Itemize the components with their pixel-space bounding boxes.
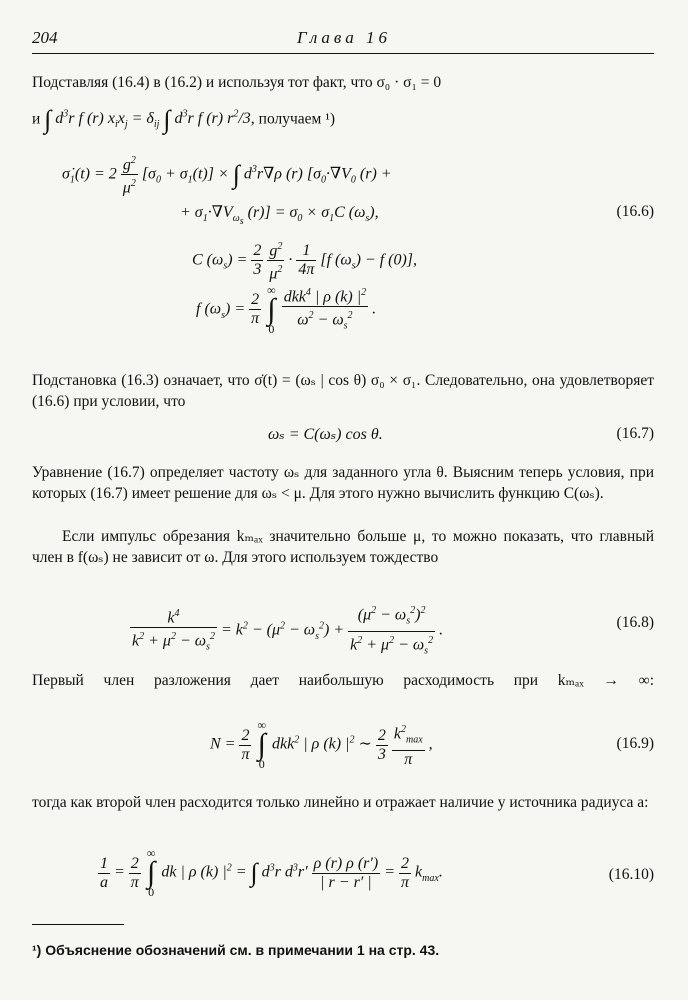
equation-number-16-6: (16.6) (616, 203, 654, 220)
conjunction: и (32, 110, 41, 128)
equation-f-omega: f $(\omega_s)$ = $\frac{2}{\pi}$ ∞ ∫ 0 $\frac{dkk^4 | \rho (k) |^2}{\omega^2 - \omega_s^2}$ . (196, 282, 377, 336)
equation-c-omega: C $(\omega_s)$ = $\frac{2}{3}$ $\frac{g^2}{\mu^2}$ · $\frac{1}{4\pi}$ [f $(\omega_s) - f$ (0)], (192, 241, 418, 283)
equation-16-8: $\frac{k^4}{k^2 + \mu^2 - \omega_s^2}$ = $k^2 - (\mu^2 - \omega_s^2)$ + $\frac{(\mu^2 - \omega_s^2)^2}{k^2 + \mu^2 - \omega_s^2}$ . (130, 602, 443, 660)
equation-number-16-10: (16.10) (608, 866, 654, 883)
equation-16-7: ωₛ = C(ωₛ) cos θ. (268, 426, 383, 443)
equation-16-10: $\frac{1}{a}$ = $\frac{2}{\pi}$ ∞ ∫ 0 dk | ρ (k) $|^2$ = ∫ $d^3r$ $d^3r'$ $\frac{\rho (r) \rho (r')}{| r - r' |}$ = $\frac{2}{\pi}$ $k_{max}$. (100, 846, 443, 899)
paragraph-2: Подстановка (16.3) означает, что σ̇(t) = (ωₛ | cos θ) σ₀ × σ₁. Следовательно, она удовлетворяет (16.6) при условии, что (32, 372, 654, 410)
paragraph-1-line-1: Подставляя (16.4) в (16.2) и используя тот факт, что σ₀ · σ₁ = 0 (32, 74, 442, 91)
equation-16-6-line-2: + $\sigma_1\cdot\nabla V_{\omega_s}$ $(r)] = \sigma_0 \times \sigma_1C$ $(\omega_s)$, (180, 204, 379, 228)
equation-number-16-8: (16.8) (616, 614, 654, 631)
equation-16-6-line-1: $\sigmȧ_1(t) = 2$ $\frac{g^2}{\mu^2}$ $[\sigma_0 + \sigma_1(t)]$ × ∫ $d^3r\nabla\rho$ (r) [$\sigma_0\cdot\nabla V_0$ (r) + (62, 155, 392, 197)
footnote: ¹) Объяснение обозначений см. в примечании 1 на стр. 43. (32, 942, 440, 958)
paragraph-5: Первый член разложения дает наибольшую расходимость при kₘₐₓ → ∞: (32, 672, 654, 689)
equation-number-16-9: (16.9) (616, 735, 654, 752)
equation-16-9: N = $\frac{2}{\pi}$ ∞ ∫ 0 dkk$^2$ | ρ (k) $|^2$ ∼ $\frac{2}{3}$ $\frac{k^2_{max}}{\pi}$ , (210, 718, 433, 771)
paragraph-4: Если импульс обрезания kₘₐₓ значительно больше μ, то можно показать, что главный член в f(ωₛ) не зависит от ω. Для этого используем тождество (32, 528, 654, 566)
page-number: 204 (32, 28, 58, 47)
result-phrase: получаем ¹) (258, 110, 336, 128)
identity-formula: ∫ $d^3r$ f (r) $x_ix_j = \delta_{ij}$ ∫ $d^3r$ f (r) $r^2/3$, (44, 105, 255, 135)
equation-number-16-7: (16.7) (616, 425, 654, 442)
paragraph-6: тогда как второй член расходится только линейно и отражает наличие у источника радиуса a: (32, 794, 649, 811)
paragraph-3: Уравнение (16.7) определяет частоту ωₛ для заданного угла θ. Выясним теперь условия, при которых (16.7) имеет решение для ωₛ < μ. Для этого нужно вычислить функцию C(ωₛ). (32, 464, 654, 502)
chapter-title: Глава 16 (297, 28, 391, 47)
paragraph-1-line-2 (32, 104, 654, 136)
header-rule (32, 53, 654, 54)
footnote-rule (32, 924, 124, 925)
